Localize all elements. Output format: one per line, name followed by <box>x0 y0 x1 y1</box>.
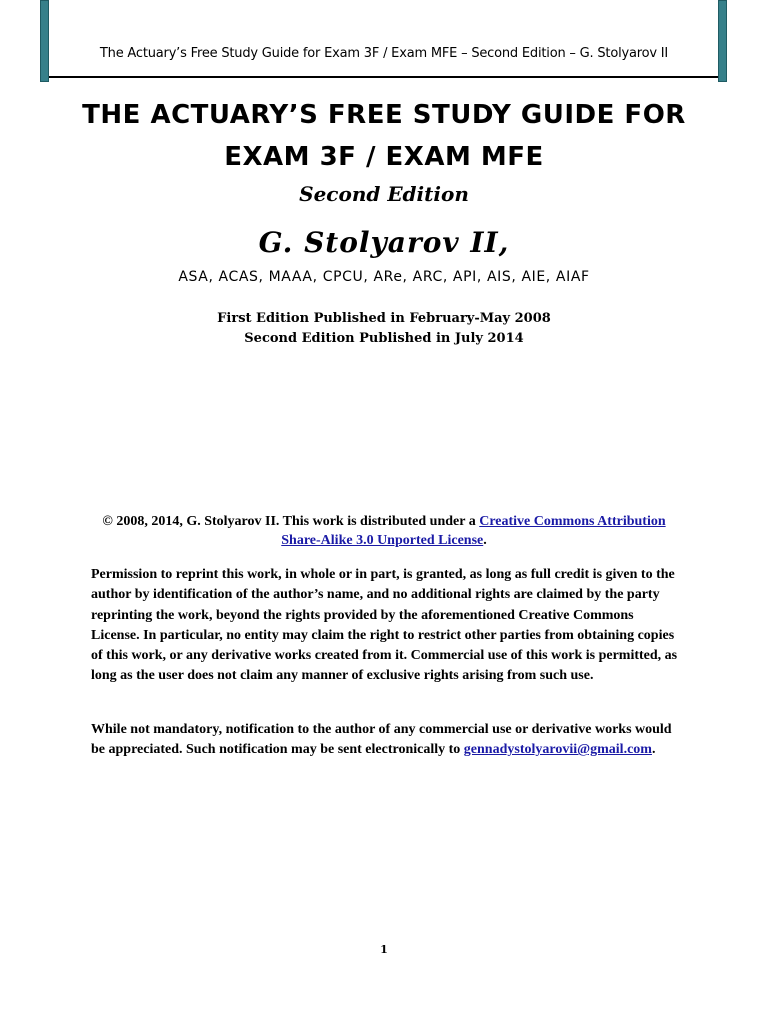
first-edition-date: First Edition Published in February-May 2008 <box>217 311 551 326</box>
author-credentials: ASA, ACAS, MAAA, CPCU, ARe, ARC, API, AIS, AIE, AIAF <box>178 269 590 285</box>
header-side-bar-left <box>40 0 49 82</box>
notification-period: . <box>651 742 656 758</box>
copyright-text: © 2008, 2014, G. Stolyarov II. This work is distributed under a <box>102 514 480 529</box>
title-line-2: EXAM 3F / EXAM MFE <box>224 142 544 172</box>
second-edition-date: Second Edition Published in July 2014 <box>244 331 524 346</box>
header-side-bar-right <box>718 0 727 82</box>
edition-subtitle: Second Edition <box>299 182 469 206</box>
page-number: 1 <box>380 943 388 956</box>
header-rule <box>49 76 718 78</box>
running-header: The Actuary’s Free Study Guide for Exam 3F / Exam MFE – Second Edition – G. Stolyarov II <box>99 46 669 61</box>
copyright-period: . <box>483 533 487 548</box>
copyright-notice <box>91 512 677 550</box>
license-link[interactable]: Creative Commons Attribution Share-Alike 3.0 Unported License <box>281 514 666 548</box>
notification-paragraph <box>91 720 681 761</box>
author-name: G. Stolyarov II, <box>258 226 510 259</box>
notification-text: While not mandatory, notification to the author of any commercial use or derivative works would be appreciated. Such notification may be sent electronically to <box>91 722 672 758</box>
email-link[interactable]: gennadystolyarovii@gmail.com <box>463 742 652 758</box>
permission-paragraph: Permission to reprint this work, in whole or in part, is granted, as long as full credit is given to the author by identification of the author’s name, and no additional rights are claimed by the party reprinting the work, beyond the rights provided by the aforementioned Creative Commons License. In particular, no entity may claim the right to restrict other parties from obtaining copies of this work, or any derivative works created from it. Commercial use of this work is permitted, as long as the user does not claim any manner of exclusive rights arising from such use. <box>91 567 678 684</box>
title-line-1: THE ACTUARY’S FREE STUDY GUIDE FOR <box>82 100 686 130</box>
